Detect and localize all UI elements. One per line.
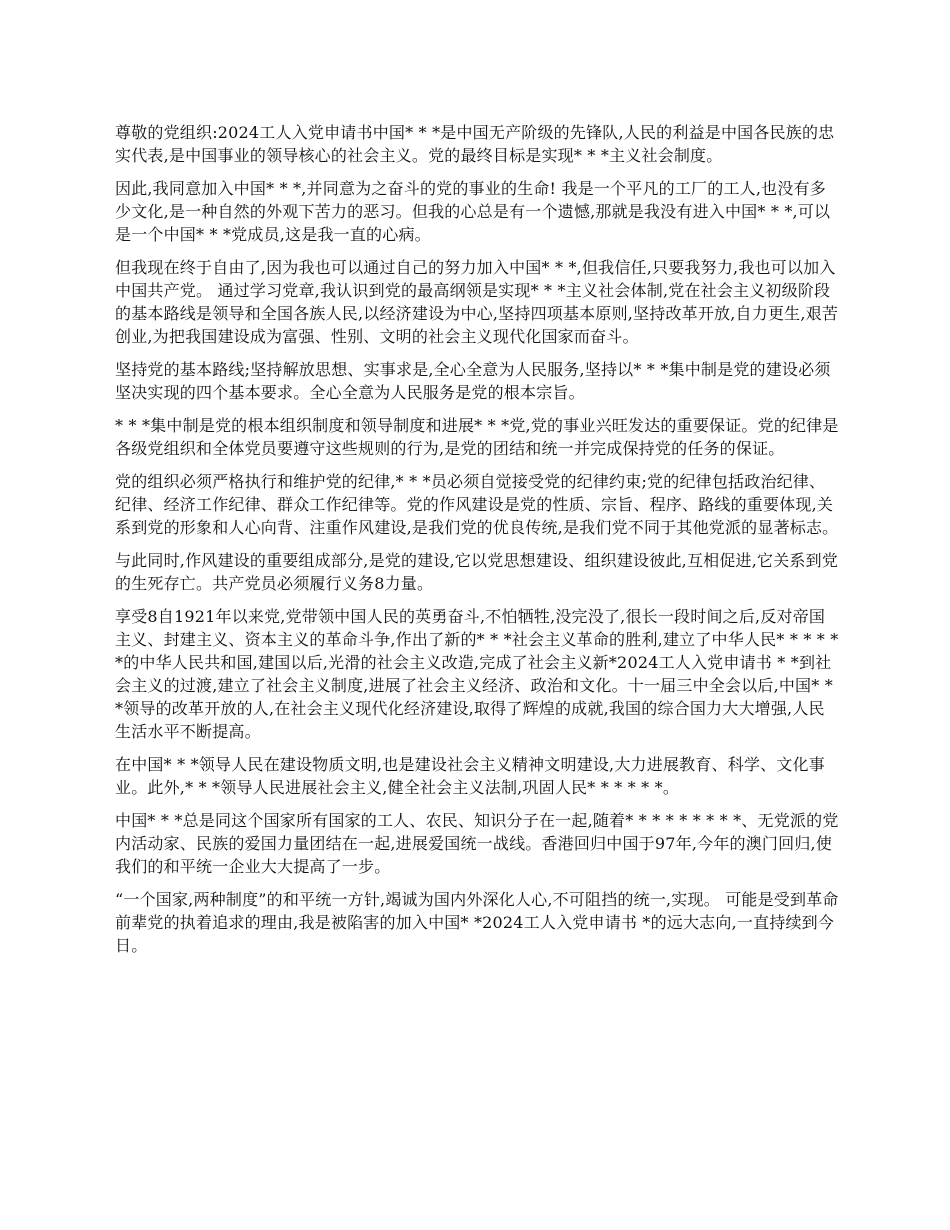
paragraph: 在中国* * *领导人民在建设物质文明,也是建设社会主义精神文明建设,大力进展教育、科学、文化事业。此外,* * *领导人民进展社会主义,健全社会主义法制,巩固人民* * * * * *。 <box>115 755 825 797</box>
paragraph: 中国* * *总是同这个国家所有国家的工人、农民、知识分子在一起,随着* * * * * * * * *、无党派的党内活动家、民族的爱国力量团结在一起,进展爱国统一战线。香港回归中国于97年,今年的澳门回归,使我们的和平统一企业大大提高了一步。 <box>115 811 839 876</box>
paragraph: “一个国家,两种制度”的和平统一方针,竭诚为国内外深化人心,不可阻挡的统一,实现。 可能是受到革命前辈党的执着追求的理由,我是被陷害的加入中国* *2024工人入党申请书 *的远大志向,一直持续到今日。 <box>115 890 839 955</box>
paragraph: * * *集中制是党的根本组织制度和领导制度和进展* * *党,党的事业兴旺发达的重要保证。党的纪律是各级党组织和全体党员要遵守这些规则的行为,是党的团结和统一并完成保持党的任务的保证。 <box>115 416 839 458</box>
paragraph: 尊敬的党组织:2024工人入党申请书中国* * *是中国无产阶级的先锋队,人民的利益是中国各民族的忠实代表,是中国事业的领导核心的社会主义。党的最终目标是实现* * *主义社会制度。 <box>115 123 835 165</box>
paragraph: 但我现在终于自由了,因为我也可以通过自己的努力加入中国* * *,但我信任,只要我努力,我也可以加入中国共产党。 通过学习党章,我认识到党的最高纲领是实现* * *主义社会体制,党在社会主义初级阶段的基本路线是领导和全国各族人民,以经济建设为中心,坚持四项基本原则,坚持改革开放,自力更生,艰苦创业,为把我国建设成为富强、性别、文明的社会主义现代化国家而奋斗。 <box>115 258 839 346</box>
paragraph: 党的组织必须严格执行和维护党的纪律,* * *员必须自觉接受党的纪律约束;党的纪律包括政治纪律、纪律、经济工作纪律、群众工作纪律等。党的作风建设是党的性质、宗旨、程序、路线的重要体现,关系到党的形象和人心向背、注重作风建设,是我们党的优良传统,是我们党不同于其他党派的显著标志。 <box>115 472 839 537</box>
paragraph: 与此同时,作风建设的重要组成部分,是党的建设,它以党思想建设、组织建设彼此,互相促进,它关系到党的生死存亡。共产党员必须履行义务8力量。 <box>115 551 839 593</box>
paragraph: 享受8自1921年以来党,党带领中国人民的英勇奋斗,不怕牺牲,没完没了,很长一段时间之后,反对帝国主义、封建主义、资本主义的革命斗争,作出了新的* * *社会主义革命的胜利,建立了中华人民* * * * * *的中华人民共和国,建国以后,光滑的社会主义改造,完成了社会主义新*2024工人入党申请书 * *到社会主义的过渡,建立了社会主义制度,进展了社会主义经济、政治和文化。十一届三中全会以后,中国* * *领导的改革开放的人,在社会主义现代化经济建设,取得了辉煌的成就,我国的综合国力大大增强,人民生活水平不断提高。 <box>115 607 839 741</box>
paragraph: 因此,我同意加入中国* * *,并同意为之奋斗的党的事业的生命! 我是一个平凡的工厂的工人,也没有多少文化,是一种自然的外观下苦力的恶习。但我的心总是有一个遗憾,那就是我没有进入中国* * *,可以是一个中国* * *党成员,这是我一直的心病。 <box>115 179 831 244</box>
paragraph: 坚持党的基本路线;坚持解放思想、实事求是,全心全意为人民服务,坚持以* * *集中制是党的建设必须坚决实现的四个基本要求。全心全意为人民服务是党的根本宗旨。 <box>115 360 831 402</box>
document-body <box>115 121 840 967</box>
